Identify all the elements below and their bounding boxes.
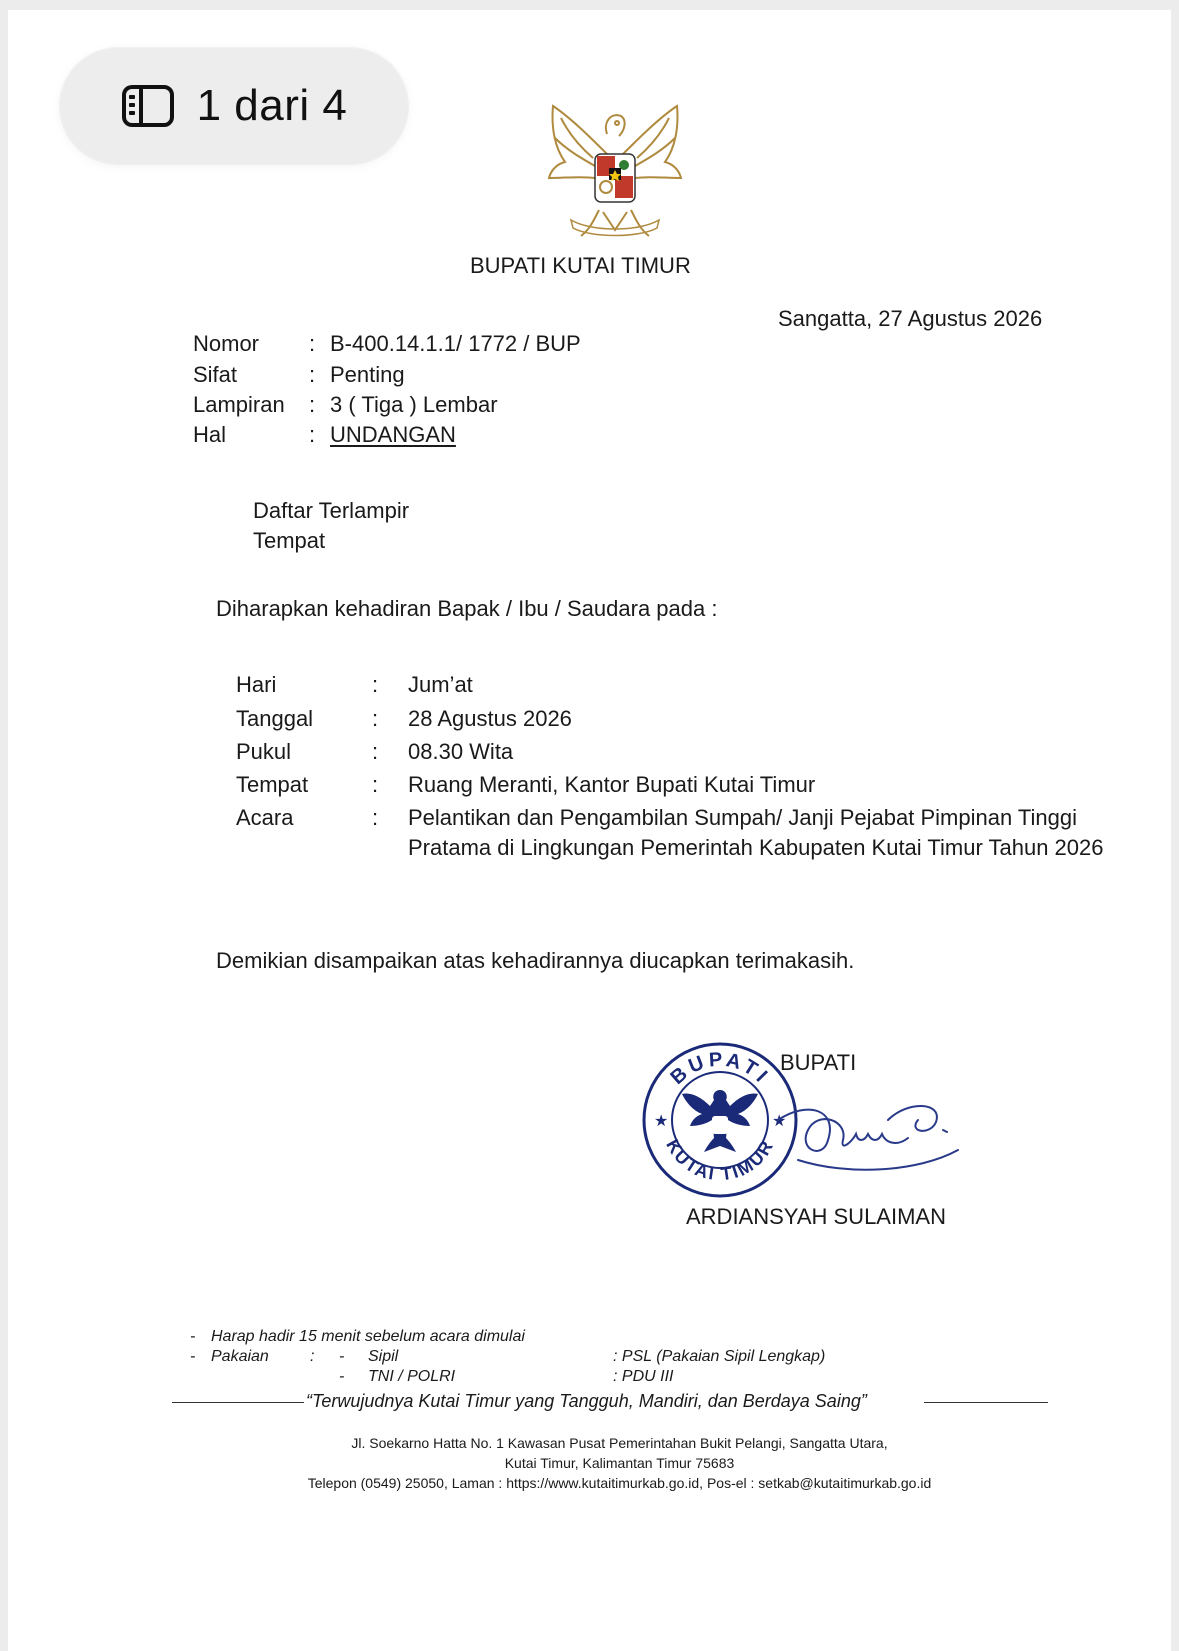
- meta-value-hal: UNDANGAN: [330, 422, 456, 447]
- letterhead-title: BUPATI KUTAI TIMUR: [470, 253, 691, 278]
- footer-contact: Telepon (0549) 25050, Laman : https://www.kutaitimurkab.go.id, Pos-el : setkab@kutaitimurkab.go.id: [307, 1475, 932, 1491]
- svg-text:★: ★: [772, 1111, 787, 1130]
- signatory-name: ARDIANSYAH SULAIMAN: [686, 1204, 946, 1229]
- svg-text:★: ★: [654, 1111, 669, 1130]
- detail-colon: :: [372, 772, 379, 797]
- meta-value-lampiran: 3 ( Tiga ) Lembar: [330, 392, 498, 417]
- meta-colon: :: [309, 362, 316, 387]
- stamp-top-text: BUPATI: [666, 1048, 775, 1090]
- detail-label: Tempat: [236, 772, 309, 797]
- detail-value-tanggal: 28 Agustus 2026: [408, 706, 572, 731]
- recipient-place: Tempat: [253, 528, 326, 553]
- note-dress-military: TNI / POLRI: [368, 1368, 456, 1385]
- note-arrival: Harap hadir 15 menit sebelum acara dimulai: [211, 1328, 525, 1345]
- intro-text: Diharapkan kehadiran Bapak / Ibu / Saudara pada :: [216, 596, 718, 621]
- detail-value-tempat: Ruang Meranti, Kantor Bupati Kutai Timur: [408, 772, 816, 797]
- meta-value-sifat: Penting: [330, 362, 405, 387]
- sidebar-pages-icon: [121, 84, 175, 128]
- page-indicator-text: 1 dari 4: [196, 81, 348, 130]
- detail-colon: :: [372, 672, 379, 697]
- note-item-bullet: -: [339, 1348, 345, 1365]
- detail-colon: :: [372, 739, 379, 764]
- recipient-line: Daftar Terlampir: [253, 498, 410, 523]
- detail-label: Tanggal: [236, 706, 314, 731]
- note-dress-military-value: : PDU III: [613, 1368, 674, 1385]
- detail-colon: :: [372, 805, 379, 830]
- signature-position: BUPATI: [780, 1050, 857, 1075]
- detail-value-acara: Pelantikan dan Pengambilan Sumpah/ Janji Pejabat Pimpinan Tinggi: [408, 805, 1077, 830]
- note-dress-label: Pakaian: [211, 1348, 269, 1365]
- meta-colon: :: [309, 422, 316, 447]
- detail-value-acara-cont: Pratama di Lingkungan Pemerintah Kabupaten Kutai Timur Tahun 2026: [408, 835, 1104, 860]
- divider-right: [924, 1402, 1048, 1403]
- divider-left: [172, 1402, 304, 1403]
- detail-label: Pukul: [236, 739, 292, 764]
- document-page: [8, 10, 1171, 1651]
- meta-value-nomor: B-400.14.1.1/ 1772 / BUP: [330, 331, 581, 356]
- meta-label: Sifat: [193, 362, 238, 387]
- closing-text: Demikian disampaikan atas kehadirannya diucapkan terimakasih.: [216, 948, 855, 973]
- note-item-bullet: -: [339, 1368, 345, 1385]
- note-dress-civil-value: : PSL (Pakaian Sipil Lengkap): [613, 1348, 826, 1365]
- stamp-bottom-text: KUTAI TIMUR: [662, 1135, 778, 1185]
- page-indicator[interactable]: [60, 48, 408, 164]
- detail-label: Acara: [236, 805, 294, 830]
- footer-address: Jl. Soekarno Hatta No. 1 Kawasan Pusat Pemerintahan Bukit Pelangi, Sangatta Utara,: [351, 1435, 888, 1451]
- note-bullet: -: [190, 1348, 196, 1365]
- note-bullet: -: [190, 1328, 196, 1345]
- motto: “Terwujudnya Kutai Timur yang Tangguh, Mandiri, dan Berdaya Saing”: [306, 1391, 867, 1411]
- detail-value-pukul: 08.30 Wita: [408, 739, 514, 764]
- meta-colon: :: [309, 392, 316, 417]
- handwritten-signature: [768, 1080, 968, 1190]
- meta-label: Hal: [193, 422, 227, 447]
- meta-label: Lampiran: [193, 392, 285, 417]
- garuda-emblem: [541, 98, 689, 244]
- meta-colon: :: [309, 331, 316, 356]
- detail-label: Hari: [236, 672, 277, 697]
- note-colon: :: [310, 1348, 315, 1365]
- detail-colon: :: [372, 706, 379, 731]
- footer-address-cont: Kutai Timur, Kalimantan Timur 75683: [504, 1455, 735, 1471]
- detail-value-hari: Jum’at: [408, 672, 473, 697]
- meta-label: Nomor: [193, 331, 260, 356]
- note-dress-civil: Sipil: [368, 1348, 399, 1365]
- letter-date: Sangatta, 27 Agustus 2026: [778, 306, 1043, 331]
